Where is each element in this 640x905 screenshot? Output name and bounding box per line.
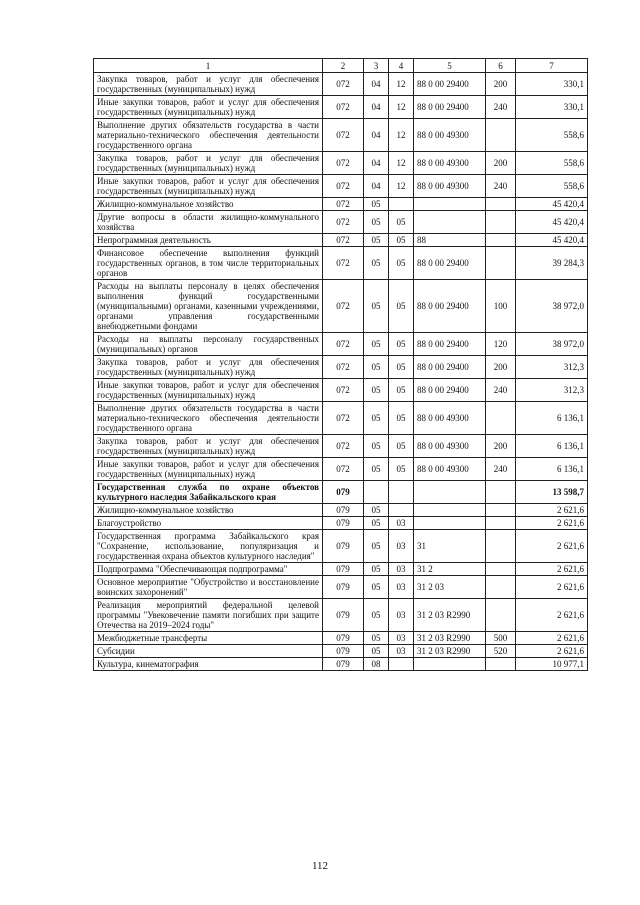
cell-c6 (486, 481, 516, 504)
cell-c5: 88 0 00 49300 (414, 152, 486, 175)
cell-c4: 05 (389, 435, 414, 458)
cell-c4: 03 (389, 645, 414, 658)
row-label: Финансовое обеспечение выполнения функций государственных органов, в том числе территориальных органов (94, 247, 323, 280)
cell-c4: 03 (389, 563, 414, 576)
cell-c3: 05 (364, 504, 389, 517)
cell-c5 (414, 481, 486, 504)
cell-c3: 05 (364, 333, 389, 356)
cell-c7: 558,6 (516, 119, 588, 152)
cell-c6: 200 (486, 152, 516, 175)
row-label: Межбюджетные трансферты (94, 632, 323, 645)
cell-c4: 03 (389, 517, 414, 530)
cell-c6 (486, 198, 516, 211)
cell-c2: 079 (323, 563, 364, 576)
cell-c3: 04 (364, 175, 389, 198)
row-label: Непрограммная деятельность (94, 234, 323, 247)
cell-c7: 312,3 (516, 379, 588, 402)
cell-c4: 03 (389, 632, 414, 645)
cell-c7: 2 621,6 (516, 645, 588, 658)
cell-c5: 31 2 03 R2990 (414, 645, 486, 658)
cell-c4: 05 (389, 356, 414, 379)
cell-c3: 04 (364, 96, 389, 119)
row-label: Закупка товаров, работ и услуг для обеспечения государственных (муниципальных) нужд (94, 73, 323, 96)
cell-c5: 31 2 03 (414, 576, 486, 599)
table-row (94, 645, 588, 658)
cell-c2: 072 (323, 152, 364, 175)
cell-c6: 100 (486, 280, 516, 333)
cell-c5: 88 0 00 49300 (414, 119, 486, 152)
cell-c7: 6 136,1 (516, 402, 588, 435)
cell-c5: 88 0 00 29400 (414, 280, 486, 333)
cell-c6 (486, 658, 516, 671)
column-header: 2 (323, 59, 364, 73)
header-row (94, 59, 588, 73)
cell-c7: 2 621,6 (516, 576, 588, 599)
cell-c5 (414, 658, 486, 671)
table-row (94, 658, 588, 671)
cell-c7: 558,6 (516, 152, 588, 175)
cell-c6 (486, 530, 516, 563)
cell-c3: 05 (364, 458, 389, 481)
cell-c3: 05 (364, 356, 389, 379)
cell-c5 (414, 504, 486, 517)
row-label: Иные закупки товаров, работ и услуг для обеспечения государственных (муниципальных) нужд (94, 458, 323, 481)
cell-c6: 520 (486, 645, 516, 658)
row-label: Подпрограмма "Обеспечивающая подпрограмма" (94, 563, 323, 576)
cell-c2: 079 (323, 576, 364, 599)
cell-c3: 05 (364, 234, 389, 247)
row-label: Закупка товаров, работ и услуг для обеспечения государственных (муниципальных) нужд (94, 152, 323, 175)
table-row (94, 599, 588, 632)
cell-c6 (486, 517, 516, 530)
cell-c3 (364, 481, 389, 504)
cell-c3: 05 (364, 563, 389, 576)
cell-c3: 05 (364, 517, 389, 530)
table-row (94, 504, 588, 517)
cell-c7: 6 136,1 (516, 435, 588, 458)
cell-c7: 38 972,0 (516, 333, 588, 356)
cell-c3: 05 (364, 576, 389, 599)
table-row (94, 530, 588, 563)
cell-c4: 03 (389, 530, 414, 563)
cell-c6: 240 (486, 96, 516, 119)
table-row (94, 356, 588, 379)
cell-c3: 05 (364, 379, 389, 402)
cell-c2: 072 (323, 73, 364, 96)
table-row (94, 175, 588, 198)
cell-c5: 88 0 00 29400 (414, 96, 486, 119)
table-row (94, 152, 588, 175)
table-row (94, 402, 588, 435)
cell-c6: 200 (486, 73, 516, 96)
row-label: Субсидии (94, 645, 323, 658)
cell-c2: 072 (323, 247, 364, 280)
row-label: Жилищно-коммунальное хозяйство (94, 198, 323, 211)
cell-c2: 079 (323, 658, 364, 671)
cell-c5: 31 2 (414, 563, 486, 576)
cell-c5: 88 0 00 29400 (414, 73, 486, 96)
cell-c7: 2 621,6 (516, 530, 588, 563)
cell-c7: 39 284,3 (516, 247, 588, 280)
cell-c7: 10 977,1 (516, 658, 588, 671)
cell-c3: 05 (364, 402, 389, 435)
table-row (94, 458, 588, 481)
cell-c2: 079 (323, 530, 364, 563)
cell-c3: 04 (364, 119, 389, 152)
column-header: 1 (94, 59, 323, 73)
cell-c2: 072 (323, 198, 364, 211)
cell-c6 (486, 234, 516, 247)
column-header: 7 (516, 59, 588, 73)
cell-c4: 05 (389, 458, 414, 481)
cell-c7: 45 420,4 (516, 198, 588, 211)
table-row (94, 435, 588, 458)
cell-c4 (389, 481, 414, 504)
row-label: Жилищно-коммунальное хозяйство (94, 504, 323, 517)
cell-c2: 072 (323, 333, 364, 356)
table-body (94, 73, 588, 671)
cell-c6: 500 (486, 632, 516, 645)
cell-c5: 31 (414, 530, 486, 563)
cell-c2: 072 (323, 175, 364, 198)
cell-c7: 2 621,6 (516, 599, 588, 632)
cell-c4: 12 (389, 119, 414, 152)
cell-c2: 079 (323, 645, 364, 658)
cell-c4: 05 (389, 333, 414, 356)
cell-c2: 072 (323, 280, 364, 333)
row-label: Выполнение других обязательств государства в части материально-технического обеспечения деятельности государственного органа (94, 402, 323, 435)
column-header: 4 (389, 59, 414, 73)
cell-c4: 03 (389, 576, 414, 599)
row-label: Другие вопросы в области жилищно-коммунального хозяйства (94, 211, 323, 234)
cell-c3: 05 (364, 435, 389, 458)
cell-c6 (486, 599, 516, 632)
cell-c5: 31 2 03 R2990 (414, 632, 486, 645)
table-row (94, 211, 588, 234)
table-row (94, 280, 588, 333)
cell-c2: 072 (323, 211, 364, 234)
budget-table (93, 58, 588, 671)
cell-c7: 2 621,6 (516, 563, 588, 576)
cell-c4: 12 (389, 175, 414, 198)
cell-c5 (414, 517, 486, 530)
cell-c6 (486, 563, 516, 576)
cell-c7: 330,1 (516, 73, 588, 96)
row-label: Реализация мероприятий федеральной целевой программы "Увековечение памяти погибших при защите Отечества на 2019–2024 годы" (94, 599, 323, 632)
cell-c4: 12 (389, 73, 414, 96)
table-row (94, 247, 588, 280)
cell-c4: 05 (389, 247, 414, 280)
cell-c7: 312,3 (516, 356, 588, 379)
table-row (94, 119, 588, 152)
cell-c3: 05 (364, 198, 389, 211)
cell-c4: 05 (389, 211, 414, 234)
row-label: Основное мероприятие "Обустройство и восстановление воинских захоронений" (94, 576, 323, 599)
cell-c5: 88 0 00 49300 (414, 402, 486, 435)
cell-c3: 08 (364, 658, 389, 671)
table-row (94, 481, 588, 504)
cell-c6: 240 (486, 458, 516, 481)
row-label: Расходы на выплаты персоналу государственных (муниципальных) органов (94, 333, 323, 356)
table-row (94, 576, 588, 599)
cell-c6 (486, 504, 516, 517)
cell-c5: 88 0 00 49300 (414, 458, 486, 481)
cell-c5: 31 2 03 R2990 (414, 599, 486, 632)
table-row (94, 632, 588, 645)
table-row (94, 73, 588, 96)
table-row (94, 379, 588, 402)
cell-c7: 2 621,6 (516, 517, 588, 530)
row-label: Благоустройство (94, 517, 323, 530)
cell-c6: 240 (486, 379, 516, 402)
cell-c7: 558,6 (516, 175, 588, 198)
row-label: Закупка товаров, работ и услуг для обеспечения государственных (муниципальных) нужд (94, 435, 323, 458)
cell-c2: 079 (323, 481, 364, 504)
cell-c7: 330,1 (516, 96, 588, 119)
cell-c2: 072 (323, 402, 364, 435)
page-number: 112 (311, 860, 329, 872)
cell-c7: 45 420,4 (516, 211, 588, 234)
cell-c6 (486, 211, 516, 234)
cell-c7: 45 420,4 (516, 234, 588, 247)
cell-c4: 05 (389, 234, 414, 247)
cell-c6: 240 (486, 175, 516, 198)
cell-c2: 072 (323, 119, 364, 152)
cell-c6 (486, 119, 516, 152)
cell-c5: 88 0 00 49300 (414, 435, 486, 458)
cell-c6: 200 (486, 356, 516, 379)
cell-c4 (389, 504, 414, 517)
row-label: Иные закупки товаров, работ и услуг для обеспечения государственных (муниципальных) нужд (94, 175, 323, 198)
cell-c2: 079 (323, 504, 364, 517)
cell-c5: 88 (414, 234, 486, 247)
cell-c3: 05 (364, 645, 389, 658)
cell-c4 (389, 658, 414, 671)
cell-c2: 079 (323, 517, 364, 530)
cell-c4: 12 (389, 96, 414, 119)
cell-c6 (486, 402, 516, 435)
cell-c4: 03 (389, 599, 414, 632)
cell-c3: 05 (364, 211, 389, 234)
cell-c2: 072 (323, 234, 364, 247)
row-label: Расходы на выплаты персоналу в целях обеспечения выполнения функций государственными (муниципальными) органами, казенными учреждениями, органами управления государственными внебюджетными фондами (94, 280, 323, 333)
cell-c3: 05 (364, 599, 389, 632)
cell-c5 (414, 211, 486, 234)
table-row (94, 517, 588, 530)
cell-c2: 079 (323, 599, 364, 632)
cell-c2: 079 (323, 632, 364, 645)
cell-c3: 05 (364, 247, 389, 280)
cell-c7: 2 621,6 (516, 504, 588, 517)
cell-c2: 072 (323, 458, 364, 481)
cell-c7: 38 972,0 (516, 280, 588, 333)
cell-c4: 05 (389, 379, 414, 402)
cell-c5: 88 0 00 29400 (414, 333, 486, 356)
row-label: Выполнение других обязательств государства в части материально-технического обеспечения деятельности государственного органа (94, 119, 323, 152)
row-label: Культура, кинематография (94, 658, 323, 671)
cell-c7: 13 598,7 (516, 481, 588, 504)
row-label: Иные закупки товаров, работ и услуг для обеспечения государственных (муниципальных) нужд (94, 96, 323, 119)
table-row (94, 333, 588, 356)
row-label: Иные закупки товаров, работ и услуг для обеспечения государственных (муниципальных) нужд (94, 379, 323, 402)
cell-c3: 05 (364, 530, 389, 563)
cell-c4: 12 (389, 152, 414, 175)
table-row (94, 198, 588, 211)
cell-c6 (486, 247, 516, 280)
table-row (94, 563, 588, 576)
cell-c3: 05 (364, 280, 389, 333)
column-header: 6 (486, 59, 516, 73)
cell-c5: 88 0 00 29400 (414, 356, 486, 379)
row-label: Государственная программа Забайкальского края "Сохранение, использование, популяризация и государственная охрана объектов культурного наследия" (94, 530, 323, 563)
cell-c7: 2 621,6 (516, 632, 588, 645)
cell-c4: 05 (389, 402, 414, 435)
column-header: 3 (364, 59, 389, 73)
row-label: Государственная служба по охране объектов культурного наследия Забайкальского края (94, 481, 323, 504)
cell-c6: 200 (486, 435, 516, 458)
cell-c5: 88 0 00 49300 (414, 175, 486, 198)
table-row (94, 234, 588, 247)
cell-c2: 072 (323, 96, 364, 119)
row-label: Закупка товаров, работ и услуг для обеспечения государственных (муниципальных) нужд (94, 356, 323, 379)
table-row (94, 96, 588, 119)
cell-c2: 072 (323, 435, 364, 458)
column-header: 5 (414, 59, 486, 73)
cell-c4 (389, 198, 414, 211)
cell-c2: 072 (323, 379, 364, 402)
cell-c7: 6 136,1 (516, 458, 588, 481)
cell-c6: 120 (486, 333, 516, 356)
cell-c2: 072 (323, 356, 364, 379)
cell-c3: 04 (364, 152, 389, 175)
cell-c6 (486, 576, 516, 599)
cell-c5 (414, 198, 486, 211)
cell-c5: 88 0 00 29400 (414, 379, 486, 402)
cell-c5: 88 0 00 29400 (414, 247, 486, 280)
cell-c4: 05 (389, 280, 414, 333)
cell-c3: 05 (364, 632, 389, 645)
cell-c3: 04 (364, 73, 389, 96)
